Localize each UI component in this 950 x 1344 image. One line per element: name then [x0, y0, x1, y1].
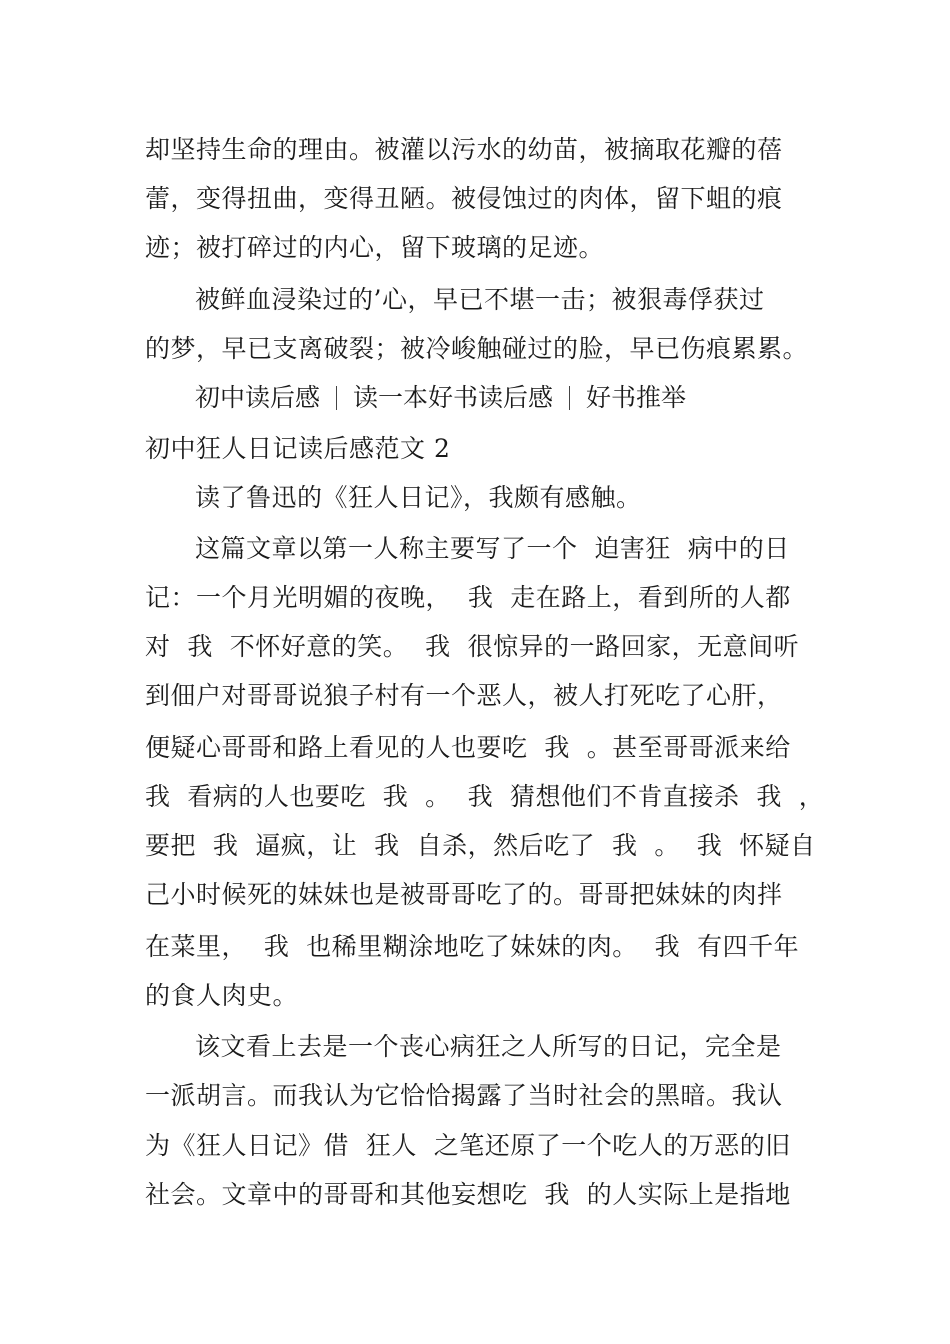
paragraph-line: 便疑心哥哥和路上看见的人也要吃 我 。甚至哥哥派来给	[145, 733, 791, 762]
paragraph-line: 到佃户对哥哥说狼子村有一个恶人，被人打死吃了心肝，	[145, 681, 783, 710]
paragraph-line: 在菜里， 我 也稀里糊涂地吃了妹妹的肉。 我 有四千年	[145, 932, 800, 961]
paragraph-line: 却坚持生命的理由。被灌以污水的幼苗，被摘取花瓣的蓓	[145, 135, 783, 164]
paragraph-line: 迹；被打碎过的内心，留下玻璃的足迹。	[145, 233, 605, 262]
related-links-nav	[195, 381, 686, 415]
paragraph-line: 蕾，变得扭曲，变得丑陋。被侵蚀过的肉体，留下蛆的痕	[145, 184, 783, 213]
nav-divider	[569, 386, 570, 410]
paragraph-line: 的食人肉史。	[145, 981, 299, 1010]
paragraph-line: 记：一个月光明媚的夜晚， 我 走在路上，看到所的人都	[145, 583, 791, 612]
nav-link-good-book-reading[interactable]: 读一本好书读后感	[353, 383, 554, 412]
nav-link-book-recommend[interactable]: 好书推举	[586, 383, 687, 412]
nav-divider	[336, 386, 337, 410]
paragraph-line: 读了鲁迅的《狂人日记》，我颇有感触。	[195, 483, 642, 512]
paragraph-line: 该文看上去是一个丧心病狂之人所写的日记，完全是	[195, 1032, 782, 1061]
paragraph-line: 被鲜血浸染过的’心，早已不堪一击；被狠毒俘获过	[195, 285, 765, 314]
paragraph-line: 对 我 不怀好意的笑。 我 很惊异的一路回家，无意间听	[145, 632, 800, 661]
paragraph-line: 己小时候死的妹妹也是被哥哥吃了的。哥哥把妹妹的肉拌	[145, 880, 783, 909]
paragraph-line: 我 看病的人也要吃 我 。 我 猜想他们不肯直接杀 我 ，	[145, 782, 825, 811]
paragraph-line: 为《狂人日记》借 狂人 之笔还原了一个吃人的万恶的旧	[145, 1131, 791, 1160]
paragraph-line: 要把 我 逼疯，让 我 自杀，然后吃了 我 。 我 怀疑自	[145, 831, 816, 860]
section-title: 初中狂人日记读后感范文 2	[145, 434, 451, 463]
nav-link-junior-reading[interactable]: 初中读后感	[195, 383, 321, 412]
paragraph-line: 这篇文章以第一人称主要写了一个 迫害狂 病中的日	[195, 534, 790, 563]
paragraph-line: 一派胡言。而我认为它恰恰揭露了当时社会的黑暗。我认	[145, 1081, 783, 1110]
paragraph-line: 社会。文章中的哥哥和其他妄想吃 我 的人实际上是指地	[145, 1180, 791, 1209]
paragraph-line: 的梦，早已支离破裂；被冷峻触碰过的脸，早已伤痕累累。	[145, 334, 809, 363]
